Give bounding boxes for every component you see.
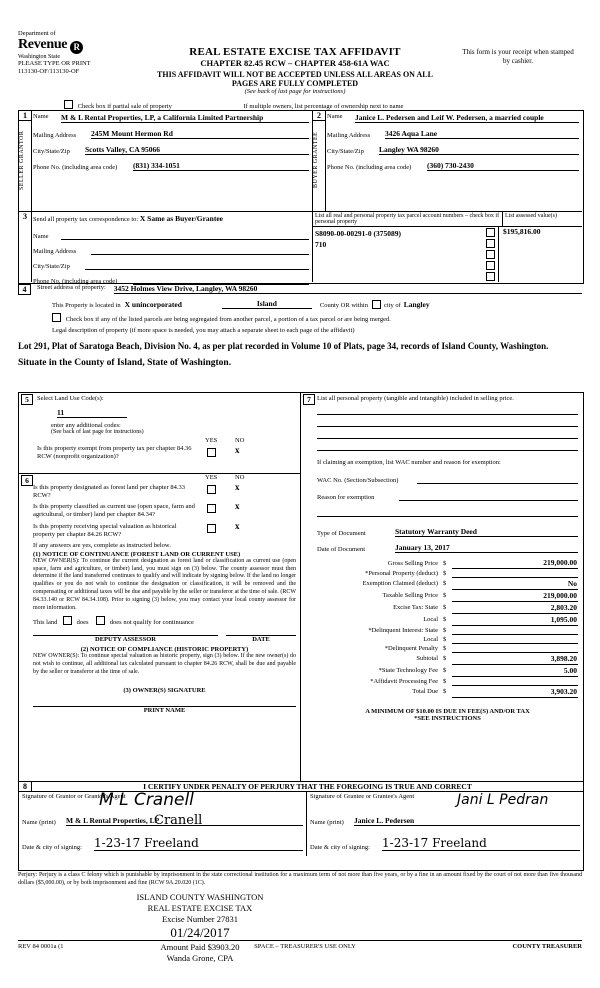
segregate-checkbox[interactable] — [52, 313, 61, 322]
historic-yes-checkbox[interactable] — [207, 524, 216, 533]
agency-logo — [18, 30, 138, 61]
s5-yes-label: YES — [205, 437, 218, 444]
this-land-label: This land — [33, 619, 58, 627]
tax-value[interactable] — [452, 644, 578, 653]
left-column — [19, 393, 301, 781]
tax-row — [317, 614, 578, 626]
document-type-value[interactable]: Statutory Warranty Deed — [395, 527, 578, 537]
section-8 — [18, 781, 584, 871]
corr-mail-label: Mailing Address — [33, 248, 77, 255]
corr-city-label: City/State/Zip — [33, 263, 70, 270]
lower-frame — [18, 392, 584, 782]
tax-dollar: $ — [443, 688, 447, 696]
reason-exemption-line-2[interactable] — [317, 505, 578, 517]
seller-mail-value[interactable]: 245M Mount Hermon Rd — [91, 129, 309, 139]
seller-city-label: City/State/Zip — [33, 148, 70, 156]
document-date-value[interactable]: January 13, 2017 — [395, 543, 578, 553]
tax-dollar: $ — [443, 616, 447, 624]
section-number-6: 6 — [21, 475, 33, 486]
land-use-label: Select Land Use Code(s): — [37, 395, 104, 402]
tax-dollar: $ — [443, 569, 447, 577]
county-or-label: County OR within — [319, 302, 368, 309]
city-of-value[interactable]: Langley — [403, 300, 430, 309]
minimum-due-note: A MINIMUM OF $10.00 IS DUE IN FEE(S) AND/OR TAX — [365, 708, 530, 716]
forest-yes-checkbox[interactable] — [207, 485, 216, 494]
tax-dollar: $ — [443, 655, 447, 663]
s6-no-label: NO — [235, 474, 245, 481]
parcel-personal-checkbox-1[interactable] — [486, 228, 495, 237]
agency-name: Revenue — [18, 37, 68, 53]
does-qualify-checkbox[interactable] — [63, 616, 72, 625]
right-column — [301, 393, 583, 781]
grantor-date-label: Date & city of signing: — [22, 844, 82, 851]
section-number-3: 3 — [23, 212, 27, 221]
stamp-date: 01/24/2017 — [170, 925, 230, 941]
stamp-amount: Amount Paid $3903.20 — [160, 942, 240, 953]
party-frame — [18, 110, 584, 284]
receipt-note: This form is your receipt when stamped by cashier. — [462, 48, 574, 65]
tax-label: *Delinquent Interest: State — [368, 626, 438, 634]
legal-description: Lot 291, Plat of Saratoga Beach, Division No. 4, as per plat recorded in Volume 10 of Plats, page 34, records of Island County, Washington. — [18, 341, 549, 351]
tax-row — [317, 665, 578, 677]
tax-dollar: $ — [443, 580, 447, 588]
personal-property-line-3[interactable] — [317, 427, 578, 439]
section-number-1: 1 — [19, 111, 31, 121]
buyer-phone-value[interactable]: (360) 730-2430 — [427, 161, 579, 171]
assessed-header: List assessed value(s) — [505, 213, 557, 219]
agency-dept-label: Department of — [18, 30, 56, 37]
tax-row — [317, 653, 578, 665]
tax-value[interactable]: 219,000.00 — [452, 557, 578, 569]
parcel-block — [313, 212, 582, 282]
tax-label: Subtotal — [416, 655, 438, 663]
corr-city-value[interactable] — [85, 260, 309, 270]
partial-sale-row — [18, 100, 582, 110]
tax-label: *Personal Property (deduct) — [365, 569, 438, 577]
buyer-name-label: Name — [327, 113, 343, 120]
parcel-value-2[interactable]: 710 — [315, 240, 327, 249]
tax-row — [317, 557, 578, 569]
buyer-city-value[interactable]: Langley WA 98260 — [379, 145, 579, 155]
parcel-personal-checkbox-5[interactable] — [486, 272, 495, 281]
historic-question: Is this property receiving special valuation as historical property per chapter 84.26 RCW? — [33, 522, 177, 538]
does-not-qualify-checkbox[interactable] — [96, 616, 105, 625]
tax-value[interactable] — [452, 635, 578, 644]
county-stamp — [100, 892, 300, 964]
agency-state-label: Washington State — [18, 54, 61, 61]
document-type-label: Type of Document — [317, 530, 366, 538]
form-title-block — [150, 46, 440, 95]
section-number-7: 7 — [303, 394, 315, 405]
correspondence-block — [19, 212, 313, 285]
grantee-sig-label: Signature of Grantee or Grantee's Agent — [310, 793, 415, 800]
assessed-value-1[interactable]: $195,816.00 — [503, 227, 541, 236]
seller-phone-label: Phone No. (including area code) — [33, 164, 118, 172]
tax-value[interactable]: 2,803.20 — [452, 602, 578, 614]
located-unincorporated[interactable]: X unincorporated — [124, 300, 182, 309]
city-of-checkbox[interactable] — [372, 300, 381, 309]
parcel-value-1[interactable]: S8090-00-00291-0 (375089) — [315, 229, 402, 238]
buyer-name-value[interactable]: Janice L. Pedersen and Leif W. Pedersen, a married couple — [355, 113, 579, 123]
correspondence-same-as[interactable]: X Same as Buyer/Grantee — [139, 214, 223, 223]
parcel-personal-checkbox-2[interactable] — [486, 239, 495, 248]
seller-name-label: Name — [33, 113, 49, 120]
tax-label: *State Technology Fee — [378, 667, 438, 675]
tax-label: Taxable Selling Price — [382, 592, 438, 600]
personal-property-label: List all personal property (tangible and intangible) included in selling price. — [317, 395, 514, 402]
footer-row — [18, 943, 582, 950]
tax-label: *Delinquent Penalty — [384, 644, 438, 652]
grantor-signature[interactable]: M L Cranell — [99, 790, 194, 810]
section-5 — [19, 393, 300, 474]
grantee-name-label: Name (print) — [310, 819, 344, 826]
corr-mail-value[interactable] — [91, 245, 309, 255]
tax-value[interactable]: 1,095.00 — [452, 614, 578, 626]
stamp-line-3: Excise Number 27831 — [161, 914, 238, 925]
tax-row — [317, 578, 578, 590]
tax-dollar: $ — [443, 635, 447, 643]
tax-row — [317, 677, 578, 686]
tax-label: Local — [423, 616, 438, 624]
exempt-no-mark[interactable]: x — [235, 445, 240, 455]
assessor-date-label: DATE — [252, 636, 270, 644]
partial-sale-checkbox[interactable] — [64, 103, 73, 110]
current-use-no-mark[interactable]: x — [235, 501, 240, 512]
tax-value[interactable] — [452, 569, 578, 578]
exempt-yes-checkbox[interactable] — [207, 448, 216, 457]
section-number-8: 8 — [19, 782, 32, 791]
owner-signature-heading: (3) OWNER(S) SIGNATURE — [123, 686, 206, 694]
tax-value[interactable] — [452, 626, 578, 635]
legal-desc-label: Legal description of property (if more space is needed, you may attach a separate sheet to each page of the affidavit) — [52, 327, 355, 334]
historic-no-mark[interactable]: x — [235, 520, 240, 531]
grantor-name-handwritten: Cranell — [154, 813, 203, 828]
tax-dollar: $ — [443, 626, 447, 634]
grantee-sign-block — [307, 792, 583, 856]
reason-exemption-value[interactable] — [399, 490, 578, 501]
parcel-header: List all real and personal property tax parcel account numbers – check box if personal property — [313, 212, 503, 226]
tax-value[interactable]: No — [452, 578, 578, 590]
compliance-text: NEW OWNER(S): To continue special valuation as historic property, sign (3) below. If the new owner(s) do not wish to continue, all additional tax calculated pursuant to chapter 84.26 RCW, shall be due and payable by the seller or transferor at the time of sale. — [33, 653, 296, 675]
street-address-label: Street address of property: — [37, 284, 106, 291]
corr-phone-label: Phone No. (including area code) — [33, 278, 118, 285]
tax-calculation-table — [317, 557, 578, 698]
tax-dollar: $ — [443, 667, 447, 675]
tax-label: Local — [423, 635, 438, 643]
tax-value[interactable]: 3,898.20 — [452, 653, 578, 665]
tax-row — [317, 569, 578, 578]
seller-phone-value[interactable]: (831) 334-1051 — [133, 161, 309, 171]
stamp-line-2: REAL ESTATE EXCISE TAX — [147, 903, 253, 914]
seller-side-label: SELLER GRANTOR — [19, 130, 25, 190]
grantor-sign-block — [19, 792, 307, 856]
tax-row — [317, 602, 578, 614]
form-chapter: CHAPTER 82.45 RCW – CHAPTER 458-61A WAC — [200, 58, 390, 68]
print-name-label: PRINT NAME — [143, 706, 186, 714]
compliance-heading: (2) NOTICE OF COMPLIANCE (HISTORIC PROPERTY) — [80, 646, 249, 654]
grantor-date-value[interactable]: 1-23-17 Freeland — [94, 836, 303, 851]
seller-mail-label: Mailing Address — [33, 132, 77, 140]
perjury-note: Perjury: Perjury is a class C felony which is punishable by imprisonment in the state correctional institution for a maximum term of not more than five years, or by a fine in an amount fixed by the court of not more than five thousand dollars ($5,000.00), or by both imprisonment and fine (RCW 9A.20.020 (1C). — [18, 872, 582, 886]
buyer-mail-label: Mailing Address — [327, 132, 371, 140]
certify-statement: I CERTIFY UNDER PENALTY OF PERJURY THAT THE FOREGOING IS TRUE AND CORRECT — [143, 782, 472, 791]
tax-row — [317, 686, 578, 698]
tax-dollar: $ — [443, 644, 447, 652]
current-use-yes-checkbox[interactable] — [207, 504, 216, 513]
section-number-2: 2 — [313, 111, 325, 121]
situate-statement: Situate in the County of Island, State of Washington. — [18, 358, 232, 369]
section-6 — [19, 474, 300, 781]
s6-yes-label: YES — [205, 474, 218, 481]
tax-dollar: $ — [443, 559, 447, 567]
reason-exemption-label: Reason for exemption — [317, 494, 375, 502]
buyer-phone-label: Phone No. (including area code) — [327, 164, 412, 172]
buyer-city-label: City/State/Zip — [327, 148, 364, 156]
tax-label: Total Due — [412, 688, 438, 696]
located-label: This Property is located in — [52, 302, 121, 309]
form-notice: THIS AFFIDAVIT WILL NOT BE ACCEPTED UNLESS ALL AREAS ON ALL PAGES ARE FULLY COMPLETED — [157, 70, 433, 88]
continuance-text: NEW OWNER(S): To continue the current designation as forest land or classification as current use (open space, farm and agriculture, or timber) land, you must sign on (3) below. The county assessor must then determine if the land transferred continues to qualify and will indicate by signing below. If the land no longer qualifies or you do not wish to continue the designation or classification, it will be removed and the compensating or additional taxes will be due and payable by the seller or transferor at the time of sale. (RCW 84.33.140 or RCW 84.34.108). Prior to signing (3) below, you may contact your local county assessor for more information. — [33, 557, 296, 611]
qualify-continuance-row[interactable]: This land does does not qualify for continuance — [33, 616, 296, 626]
see-instructions-note: *SEE INSTRUCTIONS — [414, 715, 481, 723]
forest-land-question: Is this property designated as forest land per chapter 84.33 RCW? — [33, 484, 185, 500]
buyer-side-label: BUYER GRANTEE — [313, 131, 319, 189]
exempt-question: Is this property exempt from property tax per chapter 84.36 RCW (nonprofit organization)? — [37, 445, 192, 461]
tax-dollar: $ — [443, 592, 447, 600]
grantor-sig-label: Signature of Grantor or Grantor's Agent — [22, 793, 126, 800]
street-address-value[interactable]: 3452 Holmes View Drive, Langley, WA 98260 — [114, 284, 582, 294]
corr-name-label: Name — [33, 233, 49, 240]
stamp-name: Wanda Grone, CPA — [166, 953, 234, 964]
please-type-label: PLEASE TYPE OR PRINT — [18, 60, 91, 67]
tax-value[interactable]: 3,903.20 — [452, 686, 578, 698]
s5-no-label: NO — [235, 437, 245, 444]
grantee-date-value[interactable]: 1-23-17 Freeland — [382, 836, 580, 851]
section-number-5: 5 — [21, 394, 33, 405]
city-of-label: city of — [383, 302, 401, 309]
see-back-label: (See back of last page for instructions) — [51, 429, 144, 435]
rev-number: REV 84 0001a (1 — [18, 943, 64, 950]
correspondence-label: Send all property tax correspondence to: — [33, 216, 139, 223]
current-use-question: Is this property classified as current use (open space, farm and agricultural, or timber) land per chapter 84.34? — [33, 503, 195, 519]
grantor-name-value[interactable]: M & L Rental Properties, LP — [66, 816, 303, 826]
grantee-signature[interactable]: Jani L Pedran — [457, 792, 549, 808]
personal-property-line-1[interactable] — [317, 403, 578, 415]
tax-label: Excise Tax: State — [393, 604, 438, 612]
grantee-name-value[interactable]: Janice L. Pedersen — [354, 816, 580, 826]
seller-block — [19, 111, 313, 212]
tax-label: Gross Selling Price — [387, 559, 438, 567]
section-number-4: 4 — [18, 284, 31, 295]
partial-sale-label: Check box if partial sale of property — [77, 103, 172, 110]
buyer-block — [313, 111, 582, 212]
land-use-value[interactable]: 11 — [57, 408, 127, 418]
forest-no-mark[interactable]: x — [235, 482, 240, 492]
document-date-label: Date of Document — [317, 546, 366, 554]
exemption-label: If claiming an exemption, list WAC number and reason for exemption: — [317, 459, 501, 467]
if-any-yes-label: If any answers are yes, complete as instructed below. — [33, 541, 171, 549]
please-type-block — [18, 60, 91, 76]
located-county-value[interactable]: Island — [222, 299, 312, 309]
tax-row — [317, 590, 578, 602]
tax-dollar: $ — [443, 677, 447, 685]
form-number: 113130-OF/113130-OF — [18, 68, 80, 76]
revenue-mark-icon: R — [70, 41, 83, 54]
tax-label: *Affidavit Processing Fee — [370, 677, 438, 685]
tax-value[interactable]: 5.00 — [452, 665, 578, 677]
continuance-heading: (1) NOTICE OF CONTINUANCE (FOREST LAND OR CURRENT USE) — [33, 550, 241, 558]
wac-number-value[interactable] — [417, 473, 578, 484]
deputy-assessor-label: DEPUTY ASSESSOR — [95, 636, 156, 644]
personal-property-line-2[interactable] — [317, 415, 578, 427]
form-instructions-note: (See back of last page for instructions) — [244, 88, 346, 95]
treasurer-space-label: SPACE – TREASURER'S USE ONLY — [254, 943, 356, 950]
seller-city-value[interactable]: Scotts Valley, CA 95066 — [85, 145, 309, 155]
additional-codes-label: enter any additional codes: — [51, 422, 121, 429]
form-title: REAL ESTATE EXCISE TAX AFFIDAVIT — [189, 46, 401, 58]
parcel-personal-checkbox-4[interactable] — [486, 261, 495, 270]
tax-value[interactable]: 219,000.00 — [452, 590, 578, 602]
grantor-name-label: Name (print) — [22, 819, 56, 826]
wac-number-label: WAC No. (Section/Subsection) — [317, 477, 399, 485]
seller-name-value[interactable]: M & L Rental Properties, LP, a California Limited Partnership — [61, 113, 309, 123]
county-treasurer-label: COUNTY TREASURER — [512, 943, 582, 950]
tax-row — [317, 635, 578, 644]
multiple-owners-label: If multiple owners, list percentage of ownership next to name — [243, 103, 404, 110]
parcel-personal-checkbox-3[interactable] — [486, 250, 495, 259]
buyer-mail-value[interactable]: 3426 Aqua Lane — [385, 129, 579, 139]
corr-name-value[interactable] — [61, 230, 309, 240]
tax-dollar: $ — [443, 604, 447, 612]
grantee-date-label: Date & city of signing: — [310, 844, 370, 851]
section-4 — [18, 284, 582, 368]
tax-row — [317, 626, 578, 635]
segregate-label: Check box if any of the listed parcels are being segregated from another parcel, a portion of a tax parcel or are being merged. — [65, 316, 391, 323]
personal-property-line-4[interactable] — [317, 439, 578, 451]
tax-row — [317, 644, 578, 653]
stamp-line-1: ISLAND COUNTY WASHINGTON — [136, 892, 264, 902]
tax-value[interactable] — [452, 677, 578, 686]
tax-label: Exemption Claimed (deduct) — [362, 580, 438, 588]
